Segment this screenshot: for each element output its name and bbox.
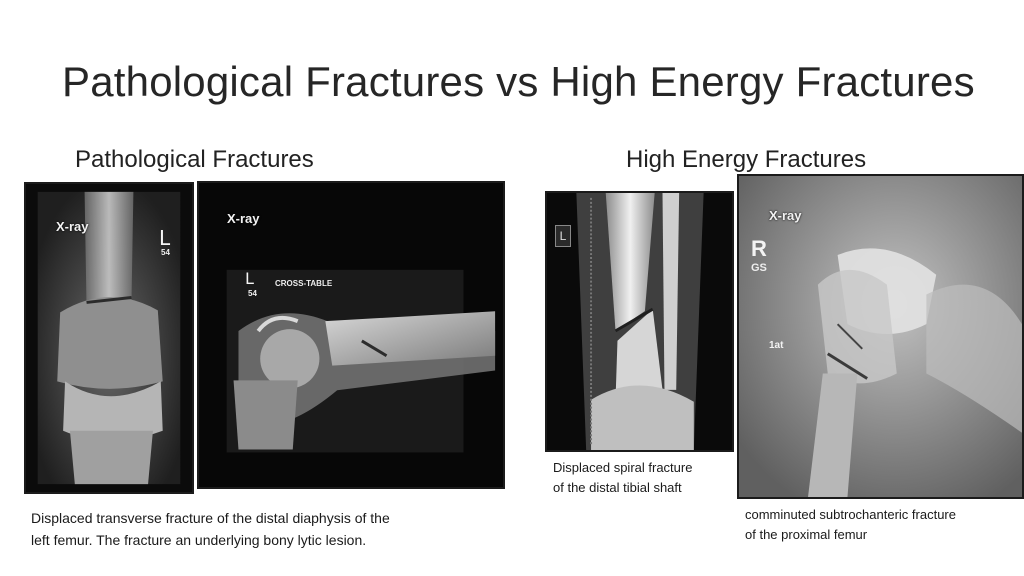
side-marker-r: R xyxy=(751,236,767,261)
view-label: CROSS-TABLE xyxy=(275,279,333,288)
pathological-caption xyxy=(31,507,390,551)
side-marker-box xyxy=(555,225,571,247)
xray-label: X-ray xyxy=(227,211,260,226)
high-energy-heading: High Energy Fractures xyxy=(626,146,867,173)
tibial-caption-line2: of the distal tibial shaft xyxy=(553,480,682,495)
side-marker-l: L xyxy=(245,269,254,288)
marker-code: 54 xyxy=(161,248,170,257)
pathological-caption-line2: left femur. The fracture an underlying bony lytic lesion. xyxy=(31,532,367,548)
marker-code: 54 xyxy=(248,289,257,298)
femur-caption-line2: of the proximal femur xyxy=(745,527,868,542)
tibial-caption xyxy=(553,458,692,498)
xray-distal-femur-ap xyxy=(24,182,194,494)
xray-knee-lateral xyxy=(197,181,505,489)
femur-caption xyxy=(745,505,956,545)
xray-tibia-spiral xyxy=(545,191,734,452)
view-label: 1at xyxy=(769,340,784,351)
xray-hip-subtrochanteric xyxy=(737,174,1024,499)
tibial-caption-line1: Displaced spiral fracture xyxy=(553,460,693,475)
side-marker-l: L xyxy=(559,229,567,243)
side-code: GS xyxy=(751,262,767,274)
slide-title: Pathological Fractures vs High Energy Fractures xyxy=(62,58,975,105)
xray-label: X-ray xyxy=(56,219,89,234)
xray-label: X-ray xyxy=(769,208,802,223)
pathological-caption-line1: Displaced transverse fracture of the distal diaphysis of the xyxy=(31,510,390,526)
femur-caption-line1: comminuted subtrochanteric fracture xyxy=(745,507,956,522)
side-marker-l: L xyxy=(159,226,171,250)
pathological-heading: Pathological Fractures xyxy=(75,146,314,173)
